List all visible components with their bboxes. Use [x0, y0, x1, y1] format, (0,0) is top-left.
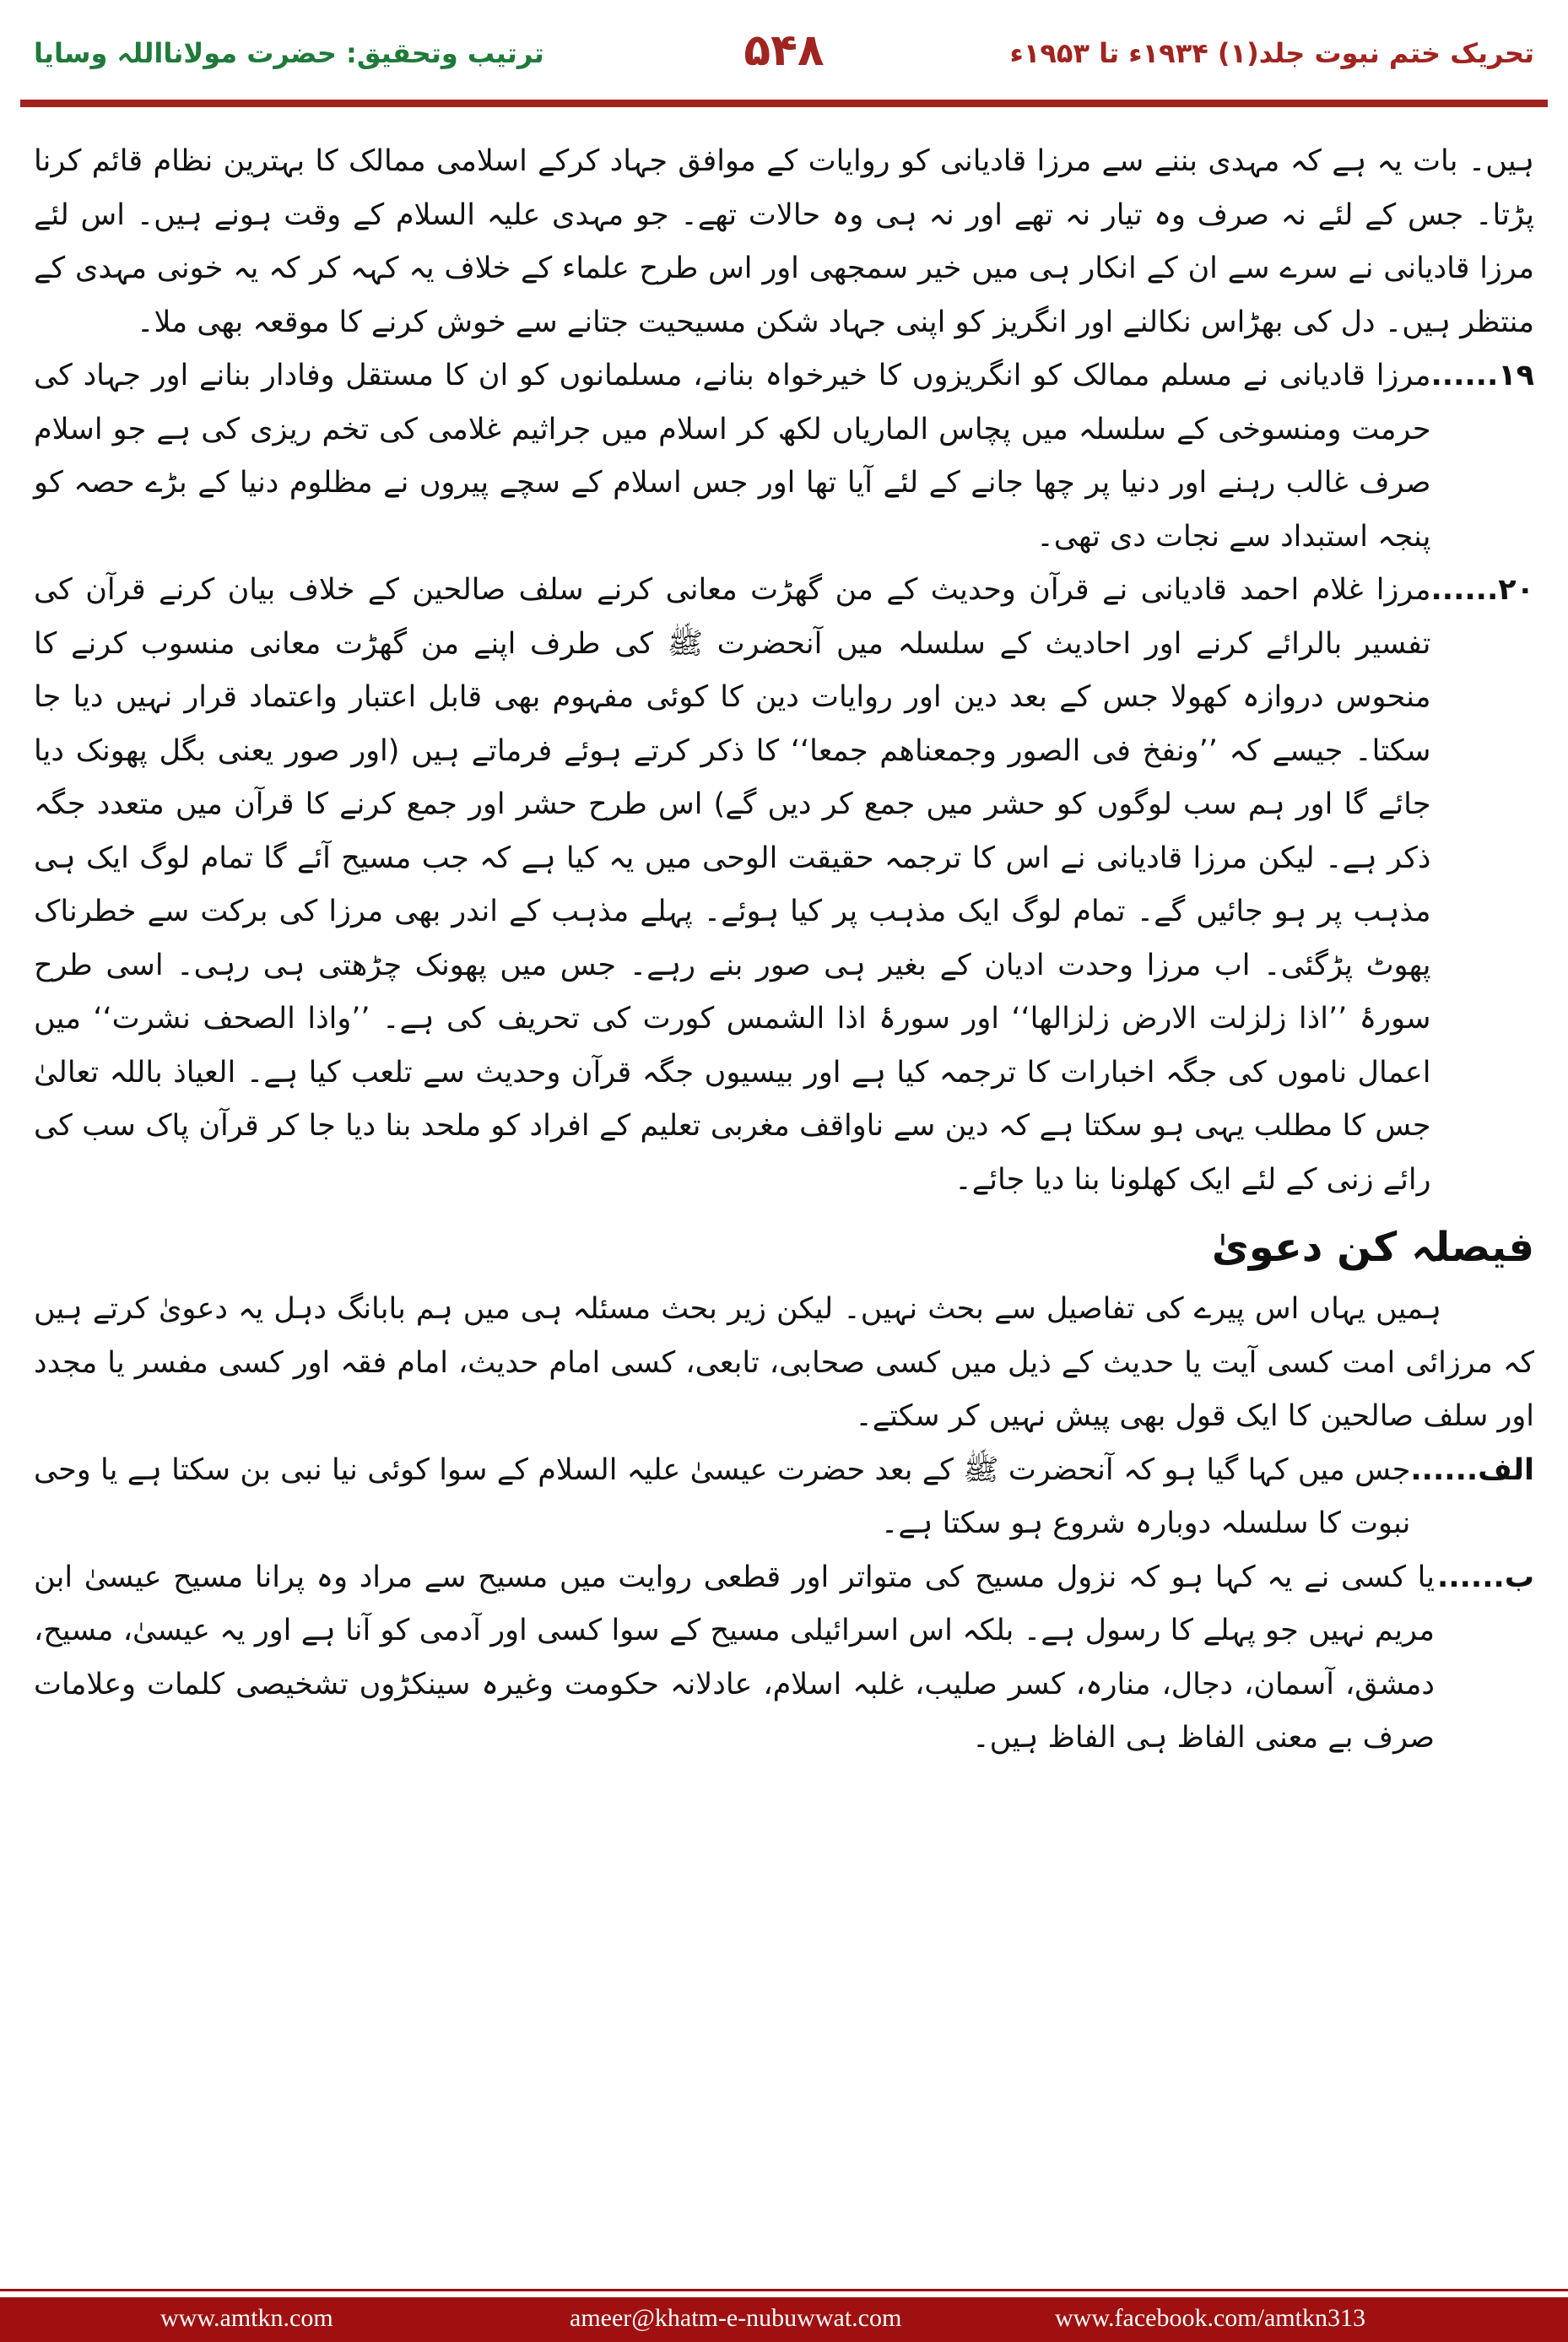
facebook-link[interactable]: www.facebook.com/amtkn313 — [1055, 2304, 1365, 2332]
item-number: الف...... — [1410, 1452, 1534, 1487]
compiler-credit: ترتیب وتحقیق: حضرت مولانااللہ وسایا — [34, 37, 544, 69]
paragraph-intro: ہیں۔ بات یہ ہے کہ مہدی بننے سے مرزا قادیانی کو روایات کے موافق جہاد کرکے اسلامی ممالک کا بہترین نظام قائم کرنا پڑتا۔ جس کے لئے نہ صرف وہ تیار نہ تھے اور نہ ہی وہ حالات تھے۔ جو مہدی علیہ السلام کے وقت ہونے ہیں۔ اس لئے مرزا قادیانی نے سرے سے ان کے انکار ہی میں خیر سمجھی اور اس طرح علماء کے خلاف یہ کہہ کر کہ یہ خونی مہدی کے منتظر ہیں۔ دل کی بھڑاس نکالنے اور انگریز کو اپنی جہاد شکن مسیحیت جتانے سے خوش کرنے کا موقعہ بھی ملا۔ — [34, 144, 1534, 339]
paragraph-claim: ہمیں یہاں اس پیرے کی تفاصیل سے بحث نہیں۔ لیکن زیر بحث مسئلہ ہی میں ہم بابانگ دہل یہ دعویٰ کرتے ہیں کہ مرزائی امت کسی آیت یا حدیث کے ذیل میں کسی صحابی، تابعی، کسی امام حدیث، امام فقہ اور کسی مفسر یا مجدد اور سلف صالحین کا ایک قول بھی پیش نہیں کر سکتے۔ — [34, 1292, 1534, 1433]
website-link[interactable]: www.amtkn.com — [160, 2304, 333, 2332]
page-header — [0, 0, 1568, 101]
page-number: ۵۴۸ — [743, 25, 825, 76]
section-heading: فیصلہ کن دعویٰ — [1211, 1224, 1534, 1271]
list-item-be — [34, 1551, 1534, 1766]
item-number: ۲۰...... — [1430, 573, 1534, 607]
header-rule — [20, 100, 1548, 107]
book-title: تحریک ختم نبوت جلد(۱) ۱۹۳۴ء تا ۱۹۵۳ء — [1009, 37, 1534, 69]
list-item-alif — [34, 1444, 1534, 1551]
item-text: مرزا قادیانی نے مسلم ممالک کو انگریزوں کا خیرخواہ بنانے، مسلمانوں کو ان کا مستقل وفادار بنانے اور جہاد کی حرمت ومنسوخی کے سلسلہ میں پچاس الماریاں لکھ کر اسلام میں جراثیم غلامی کی تخم ریزی کی ہے جو اسلام صرف غالب رہنے اور دنیا پر چھا جانے کے لئے آیا تھا اور جس اسلام کے سچے پیروں نے مظلوم دنیا کے بڑے حصہ کو پنجہ استبداد سے نجات دی تھی۔ — [34, 359, 1431, 554]
item-text: یا کسی نے یہ کہا ہو کہ نزول مسیح کی متواتر اور قطعی روایت میں مسیح سے مراد وہ پرانا مسیح عیسیٰ ابن مریم نہیں جو پہلے کا رسول ہے۔ بلکہ اس اسرائیلی مسیح کے سوا کسی اور آدمی کو آنا ہے اور یہ عیسیٰ، مسیح، دمشق، آسمان، دجال، منارہ، کسر صلیب، غلبہ اسلام، عادلانہ حکومت وغیرہ سینکڑوں تشخیصی کلمات وعلامات صرف بے معنی الفاظ ہی الفاظ ہیں۔ — [34, 1560, 1435, 1755]
item-text: مرزا غلام احمد قادیانی نے قرآن وحدیث کے من گھڑت معانی کرنے سلف صالحین کے خلاف بیان کرنے قرآن کی تفسیر بالرائے کرنے اور احادیث کے سلسلہ میں آنحضرت ﷺ کی طرف اپنے من گھڑت معانی منسوب کرنے کا منحوس دروازہ کھولا جس کے بعد دین اور روایات دین کا کوئی مفہوم بھی قابل اعتبار واعتماد قرار نہیں دیا جا سکتا۔ جیسے کہ ’’ونفخ فی الصور وجمعناھم جمعا‘‘ کا ذکر کرتے ہوئے فرماتے ہیں (اور صور یعنی بگل پھونک دیا جائے گا اور ہم سب لوگوں کو حشر میں جمع کر دیں گے) اس طرح حشر اور جمع کرنے کا قرآن میں متعدد جگہ ذکر ہے۔ لیکن مرزا قادیانی نے اس کا ترجمہ حقیقت الوحی میں یہ کیا ہے کہ جب مسیح آئے گا تمام لوگ ایک ہی مذہب پر ہو جائیں گے۔ تمام لوگ ایک مذہب پر کیا ہوئے۔ پہلے مذہب کے اندر بھی مرزا کی برکت سے خطرناک پھوٹ پڑگئی۔ اب مرزا وحدت ادیان کے بغیر ہی صور بنے رہے۔ جس میں پھونک چڑھتی ہی رہی۔ اسی طرح سورۂ ’’اذا زلزلت الارض زلزالھا‘‘ اور سورۂ اذا الشمس کورت کی تحریف کی ہے۔ ’’واذا الصحف نشرت‘‘ میں اعمال ناموں کی جگہ اخبارات کا ترجمہ کیا ہے اور بیسیوں جگہ قرآن وحدیث سے تلعب کیا ہے۔ العیاذ باللہ تعالیٰ جس کا مطلب یہی ہو سکتا ہے کہ دین سے ناواقف مغربی تعلیم کے افراد کو ملحد بنا دیا جا کر قرآن پاک سب کی رائے زنی کے لئے ایک کھلونا بنا دیا جائے۔ — [34, 573, 1431, 1197]
list-item-20 — [34, 564, 1534, 1207]
item-number: ۱۹...... — [1430, 359, 1534, 392]
item-number: ب...... — [1437, 1560, 1534, 1594]
item-text: جس میں کہا گیا ہو کہ آنحضرت ﷺ کے بعد حضرت عیسیٰ علیہ السلام کے سوا کوئی نیا نبی بن سکتا ہے یا وحی نبوت کا سلسلہ دوبارہ شروع ہو سکتا ہے۔ — [34, 1452, 1411, 1540]
footer-rule — [0, 2289, 1568, 2291]
email-link[interactable]: ameer@khatm-e-nubuwwat.com — [570, 2304, 902, 2332]
list-item-19 — [34, 349, 1534, 564]
page-body — [34, 135, 1534, 1766]
footer-bar — [0, 2297, 1568, 2342]
